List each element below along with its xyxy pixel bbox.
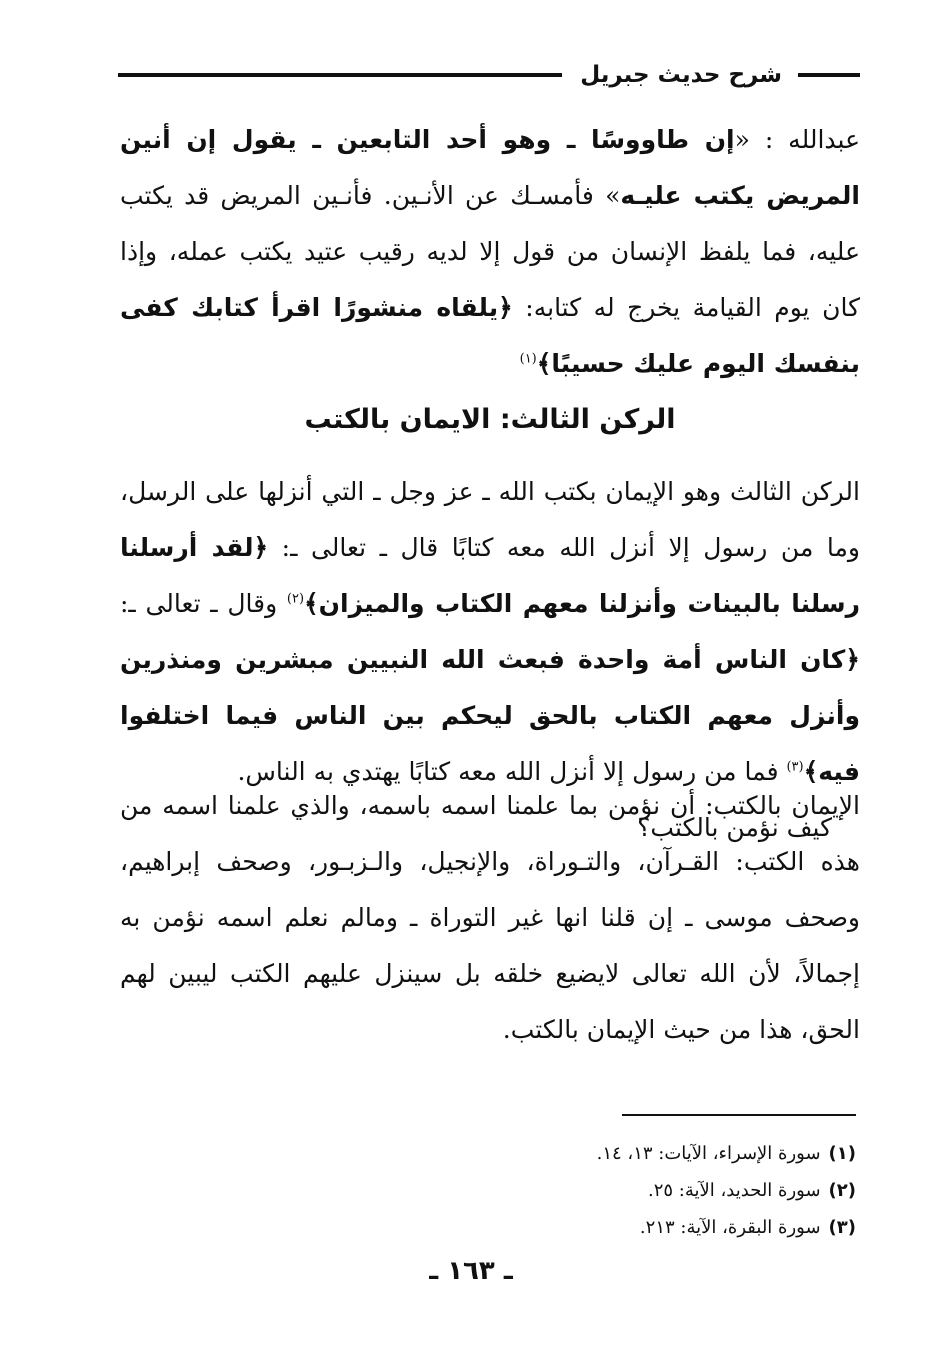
footnote-item bbox=[420, 1172, 856, 1209]
footnotes bbox=[420, 1135, 856, 1246]
p1-text-start: عبدالله : « bbox=[734, 125, 860, 154]
footnote-number: (١) bbox=[828, 1143, 856, 1164]
paragraph-3 bbox=[120, 778, 860, 1058]
p2-text-middle: وقال ـ تعالى ـ: bbox=[120, 589, 287, 618]
page-number: ـ ١٦٣ ـ bbox=[429, 1256, 513, 1286]
running-header bbox=[118, 58, 860, 92]
paragraph-1 bbox=[120, 112, 860, 392]
section-heading: الركن الثالث: الايمان بالكتب bbox=[304, 404, 676, 435]
p2-quran-verse-2: ﴿كان الناس أمة واحدة فبعث الله النبيين مبشرين ومنذرين وأنزل معهم الكتاب بالحق ليحكم بين الناس فيما اختلفوا فيه﴾ bbox=[120, 645, 860, 786]
question-line: كيف نؤمن بالكتب؟ bbox=[637, 813, 832, 842]
p1-quote: إن طاووسًا ـ وهو أحد التابعين ـ يقول إن أنين المريض يكتب عليـه bbox=[120, 125, 860, 210]
footnote-text: سورة البقرة، الآية: ٢١٣. bbox=[639, 1217, 821, 1238]
p1-text-middle: » فأمسـك عن الأنـين. فأنـين المريض قد يكتب عليه، فما يلفظ الإنسان من قول إلا لديه رقيب عتيد يكتب عمله، وإذا كان يوم القيامة يخرج له كتابه: bbox=[120, 181, 860, 322]
p2-text-start: الركن الثالث وهو الإيمان بكتب الله ـ عز وجل ـ التي أنزلها على الرسل، وما من رسول إلا أنزل الله معه كتابًا قال ـ تعالى ـ: bbox=[120, 477, 860, 562]
footnote-number: (٢) bbox=[828, 1180, 856, 1201]
footnote-ref-2[interactable]: (٢) bbox=[286, 591, 305, 607]
p1-quran-verse: ﴿يلقاه منشورًا اقرأ كتابك كفى بنفسك اليوم عليك حسيبًا﴾ bbox=[120, 293, 860, 378]
footnote-ref-1[interactable]: (١) bbox=[519, 351, 537, 367]
footnote-ref-3[interactable]: (٣) bbox=[786, 759, 804, 775]
footnote-item bbox=[420, 1135, 856, 1172]
footnote-text: سورة الحديد، الآية: ٢٥. bbox=[647, 1180, 821, 1201]
p3-text: الإيمان بالكتب: أن نؤمن بما علمنا اسمه باسمه، والذي علمنا اسمه من هذه الكتب: القـرآن، والتـوراة، والإنجيل، والـزبـور، وصحف إبراهيم، وصحف موسى ـ إن قلنا انها غير التوراة ـ ومالم نعلم اسمه نؤمن به إجمالاً، لأن الله تعالى لايضيع خلقه بل سينزل عليهم الكتب ليبين لهم الحق، هذا من حيث الإيمان بالكتب. bbox=[120, 791, 860, 1044]
p2-text-end: فما من رسول إلا أنزل الله معه كتابًا يهتدي به الناس. bbox=[237, 757, 787, 786]
p2-quran-verse-1: ﴿لقد أرسلنا رسلنا بالبينات وأنزلنا معهم الكتاب والميزان﴾ bbox=[120, 533, 860, 618]
footnote-separator bbox=[622, 1114, 856, 1116]
header-rule-short bbox=[798, 73, 860, 77]
footnote-item bbox=[420, 1209, 856, 1246]
footnote-number: (٣) bbox=[828, 1217, 856, 1238]
footnote-text: سورة الإسراء، الآيات: ١٣، ١٤. bbox=[596, 1143, 821, 1164]
header-title: شرح حديث جبريل bbox=[580, 62, 782, 88]
header-rule-long bbox=[118, 73, 562, 77]
